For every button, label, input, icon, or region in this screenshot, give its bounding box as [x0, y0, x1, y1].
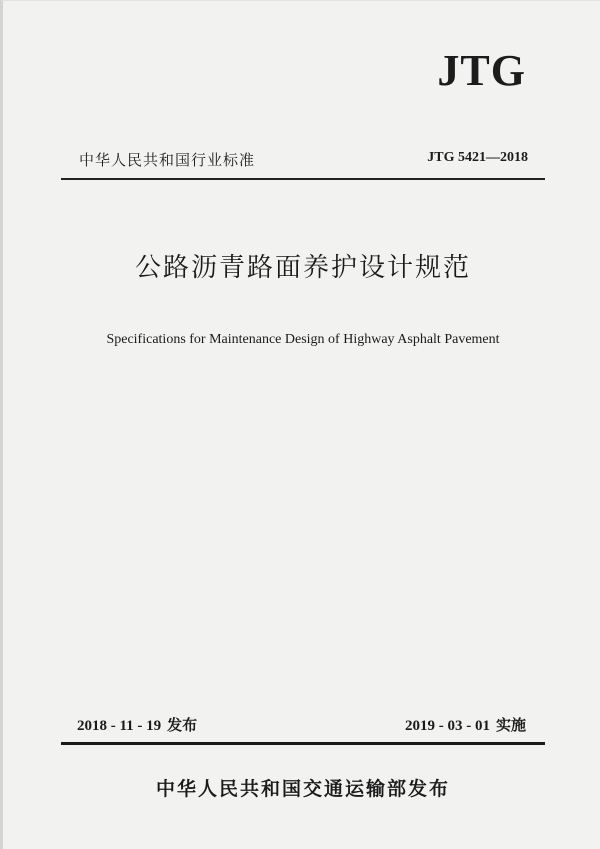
issue-label: 发布: [167, 716, 198, 734]
top-divider: [61, 178, 545, 180]
issue-date: 2018 - 11 - 19: [77, 718, 162, 734]
title-english: Specifications for Maintenance Design of Highway Asphalt Pavement: [106, 332, 500, 347]
implement-label: 实施: [495, 716, 526, 734]
jtg-logo: JTG: [437, 46, 526, 95]
implement-date-block: [405, 714, 526, 735]
standard-type: 中华人民共和国行业标准: [79, 151, 256, 169]
standard-code: JTG 5421—2018: [427, 150, 528, 165]
issue-date-block: [77, 714, 197, 735]
bottom-divider: [61, 742, 545, 745]
publisher: 中华人民共和国交通运输部发布: [155, 778, 450, 800]
implement-date: 2019 - 03 - 01: [404, 718, 490, 734]
title-chinese: 公路沥青路面养护设计规范: [134, 253, 471, 283]
